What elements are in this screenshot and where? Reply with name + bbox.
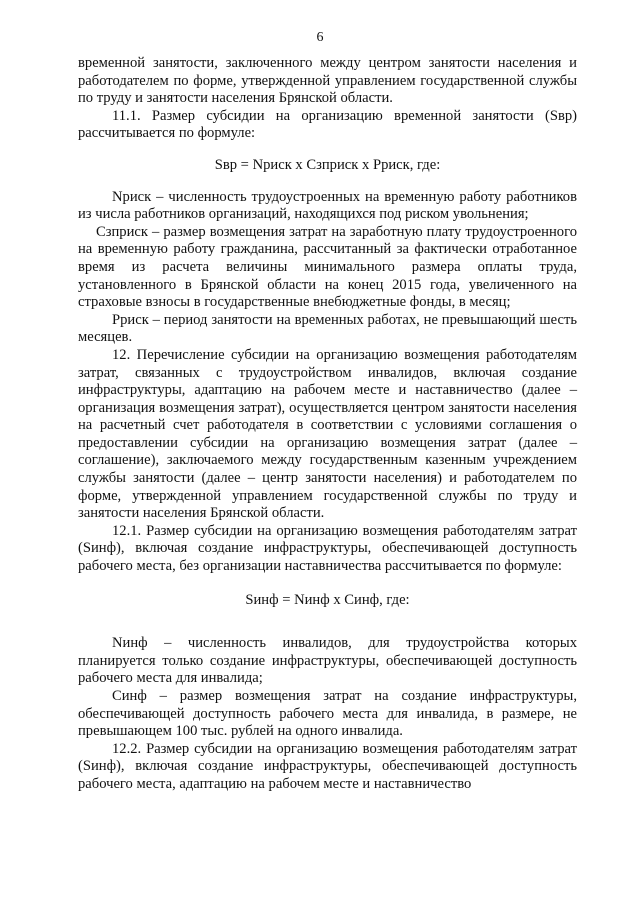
definition-сзприск: Сзприск – размер возмещения затрат на заработную плату трудоустроенного на временную работу гражданина, рассчитанный за фактически отработанное время из расчета величины минимального размера оплаты труда, установленного в Брянской области на конец 2015 года, увеличенного на страховые взносы в государственные внебюджетные фонды, в месяц; (78, 223, 577, 311)
document-body (78, 55, 577, 794)
formula-sинф: Sинф = Nинф x Синф, где: (245, 591, 410, 608)
definition-nриск: Nриск – численность трудоустроенных на временную работу работников из числа работников организаций, находящихся под риском увольнения; (78, 188, 577, 223)
definition-синф: Синф – размер возмещения затрат на создание инфраструктуры, обеспечивающей доступность рабочего места для инвалида, в размере, не превышающем 100 тыс. рублей на одного инвалида. (78, 688, 577, 740)
paragraph-12: 12. Перечисление субсидии на организацию возмещения работодателям затрат, связанных с трудоустройством инвалидов, включая создание инфраструктуры, адаптацию на рабочем месте и наставничество (далее – организация возмещения затрат), осуществляется центром занятости населения на расчетный счет работодателя в соответствии с условиями соглашения о предоставлении субсидии на организацию возмещения затрат (далее – соглашение), заключаемого между государственным казенным учреждением службы занятости (далее – центр занятости населения) и работодателем по форме, утвержденной управлением государственной службы по труду и занятости населения Брянской области. (78, 346, 577, 522)
page-number: 6 (316, 30, 324, 45)
paragraph-11-1: 11.1. Размер субсидии на организацию временной занятости (Sвр) рассчитывается по формуле: (78, 107, 577, 142)
paragraph-12-2: 12.2. Размер субсидии на организацию возмещения работодателям затрат (Sинф), включая создание инфраструктуры, обеспечивающей доступность рабочего места, адаптацию на рабочем месте и наставничество (78, 740, 577, 792)
definition-nинф: Nинф – численность инвалидов, для трудоустройства которых планируется только создание инфраструктуры, обеспечивающей доступность рабочего места для инвалида; (78, 635, 577, 687)
paragraph-continuation: временной занятости, заключенного между центром занятости населения и работодателем по форме, утвержденной управлением государственной службы по труду и занятости населения Брянской области. (78, 55, 577, 107)
formula-sвр: Sвр = Nриск x Сзприск x Рриск, где: (214, 156, 441, 173)
definition-рриск: Рриск – период занятости на временных работах, не превышающий шесть месяцев. (78, 311, 577, 346)
paragraph-12-1: 12.1. Размер субсидии на организацию возмещения работодателям затрат (Sинф), включая создание инфраструктуры, обеспечивающей доступность рабочего места, без организации наставничества рассчитывается по формуле: (78, 522, 577, 575)
